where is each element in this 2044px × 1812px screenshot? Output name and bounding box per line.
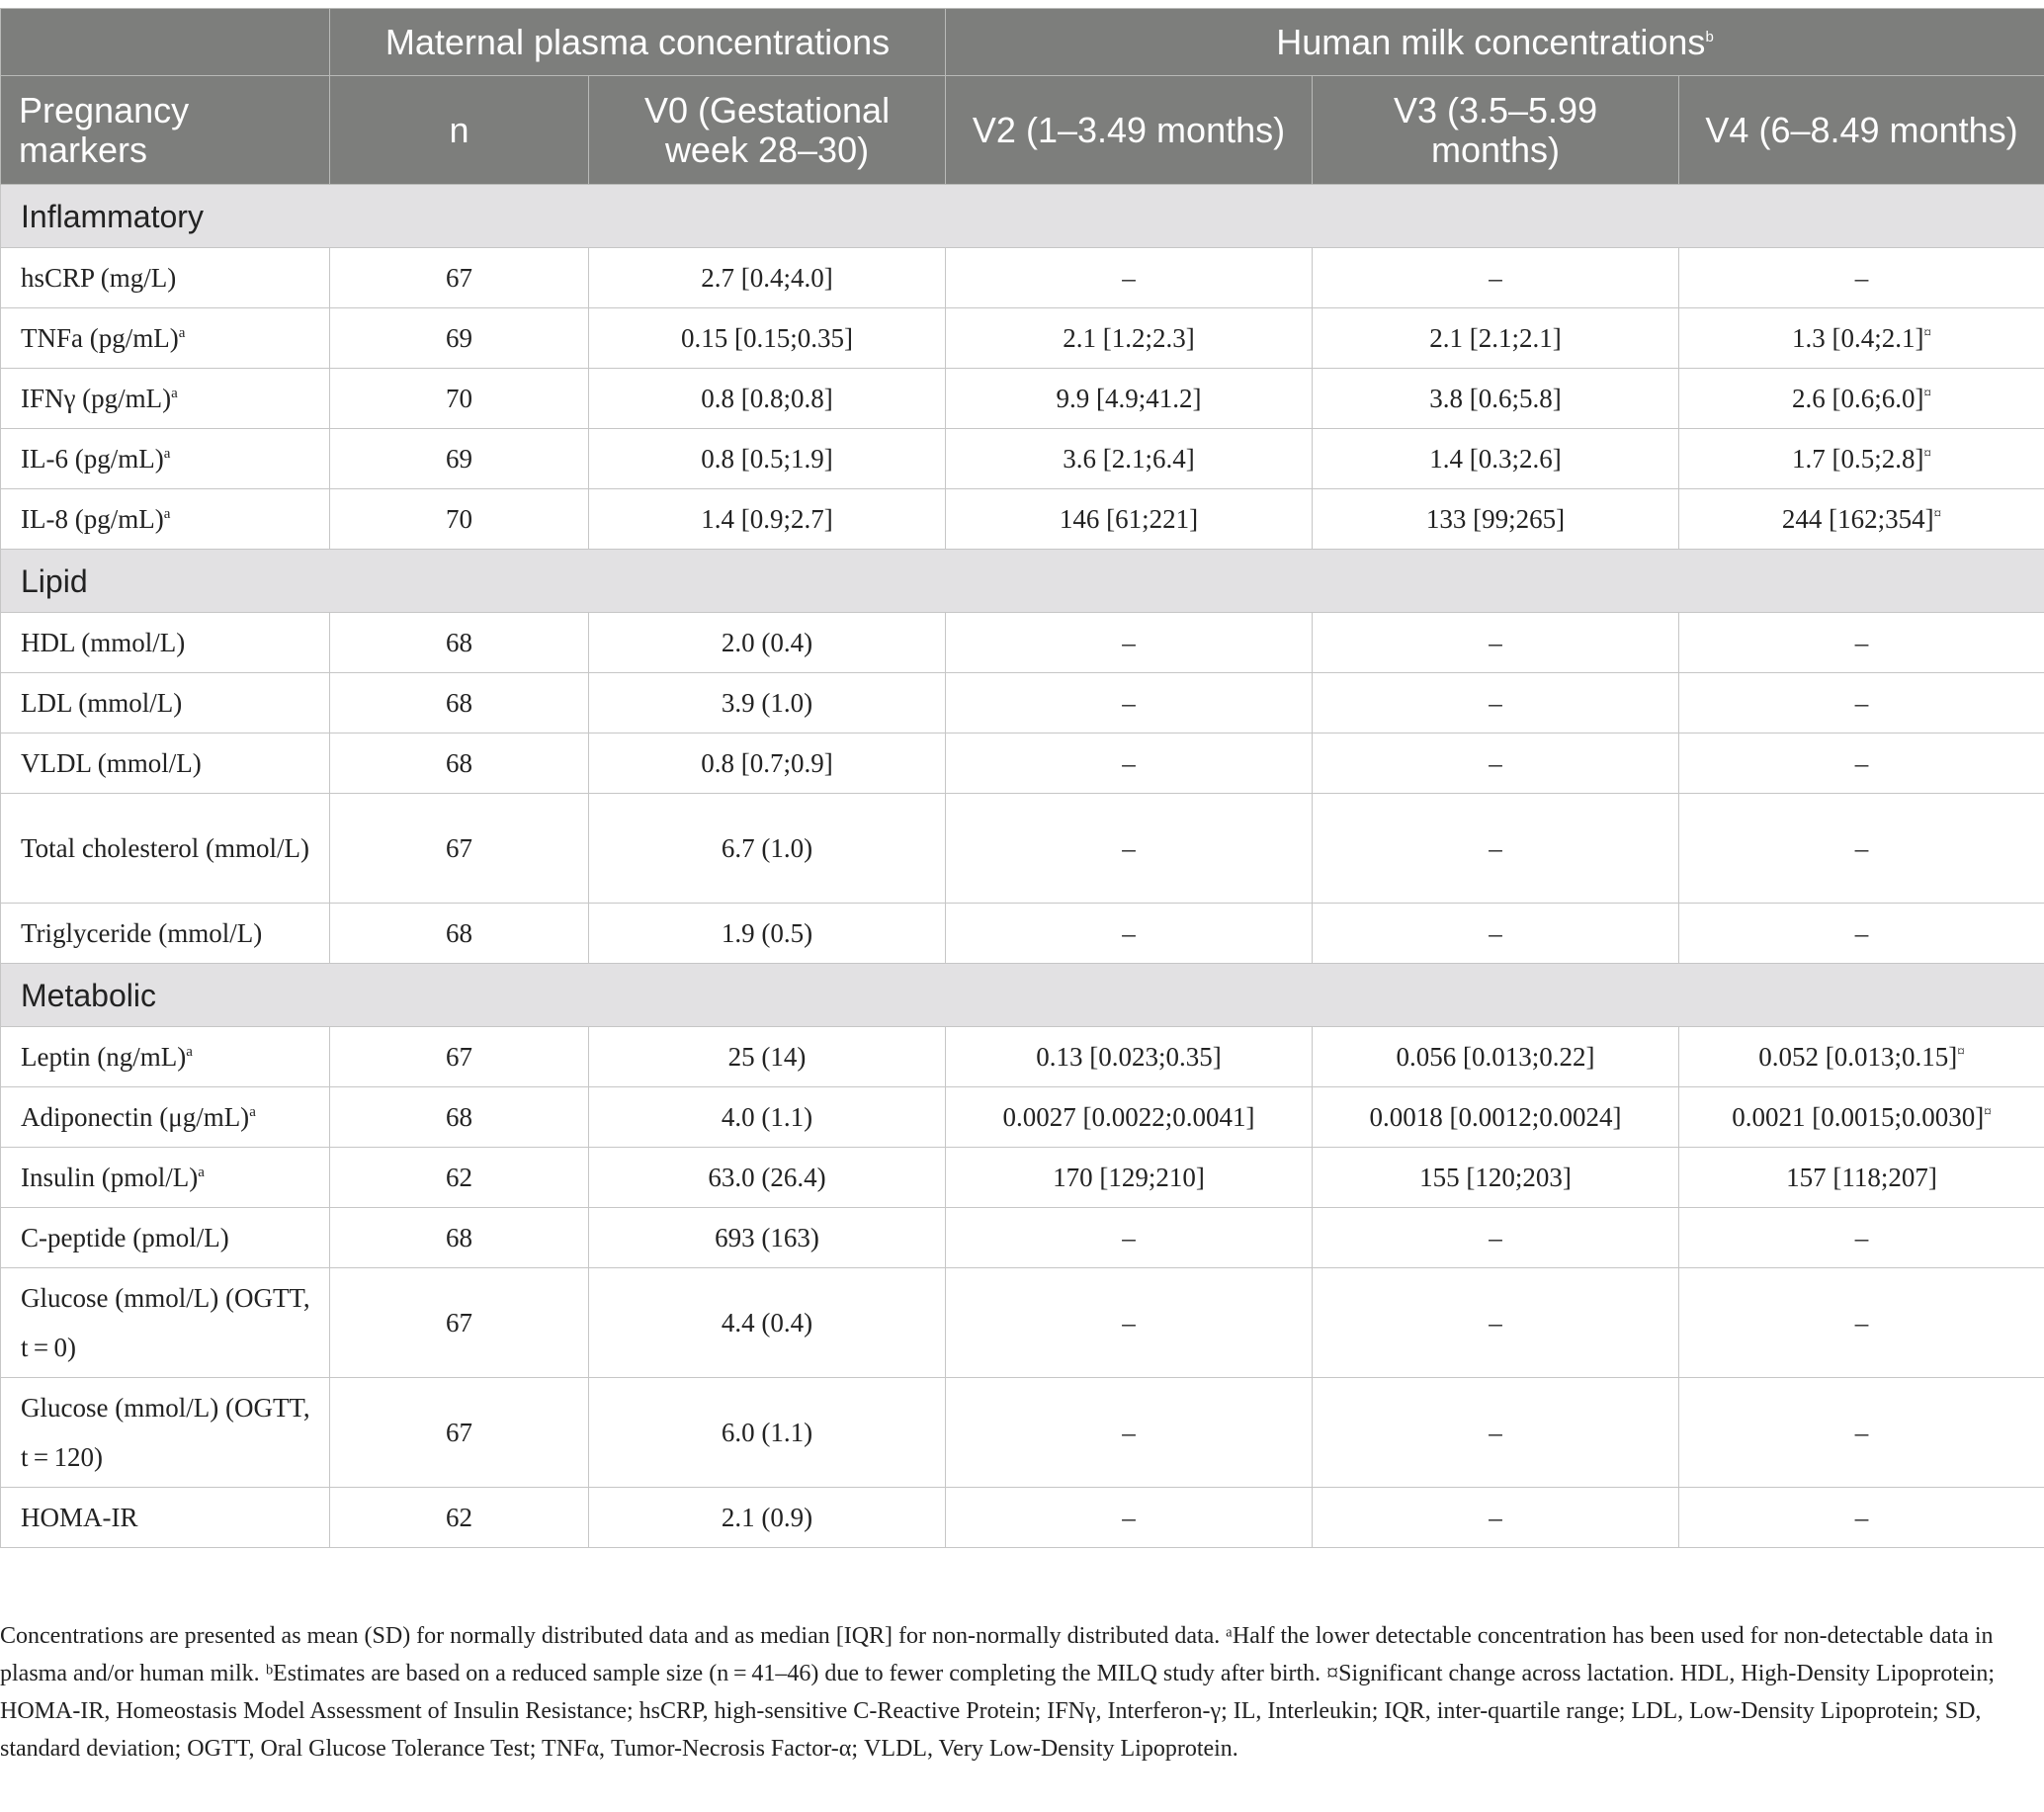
marker-label: Total cholesterol (mmol/L) [21,833,310,863]
cell-v4-sup: ¤ [1923,325,1931,341]
section-row [1,550,2044,613]
cell-v4-sup: ¤ [1923,386,1931,401]
cell-n: 68 [330,733,589,794]
table-row [1,613,2044,673]
cell-n: 69 [330,308,589,369]
cell-v0: 25 (14) [589,1027,946,1087]
marker-sup: a [163,446,171,462]
marker-label: IL-6 (pg/mL) [21,444,164,474]
cell-v4-sup: ¤ [1933,506,1942,522]
cell-v4 [1679,1027,2044,1087]
cell-v4 [1679,369,2044,429]
concentration-table [0,8,2044,1548]
table-row [1,904,2044,964]
header-milk-group [946,9,2044,76]
cell-v0: 0.8 [0.5;1.9] [589,429,946,489]
cell-v2: – [946,1378,1313,1488]
marker-cell [1,489,330,550]
header-v4: V4 (6–8.49 months) [1679,76,2044,185]
marker-sup: a [198,1165,205,1180]
cell-v4-value: – [1854,1308,1869,1337]
cell-v2: – [946,613,1313,673]
cell-n: 70 [330,369,589,429]
cell-v4-value: 1.7 [0.5;2.8] [1792,444,1924,474]
marker-label: TNFa (pg/mL) [21,323,179,353]
cell-v2: – [946,904,1313,964]
marker-cell [1,1208,330,1268]
cell-n: 68 [330,1208,589,1268]
cell-v4 [1679,248,2044,308]
cell-n: 67 [330,1027,589,1087]
cell-v4-value: – [1854,688,1869,718]
cell-v2: 2.1 [1.2;2.3] [946,308,1313,369]
cell-v3: 133 [99;265] [1313,489,1679,550]
cell-v4-value: – [1854,918,1869,948]
cell-v4-value: – [1854,1418,1869,1447]
marker-cell [1,1378,330,1488]
cell-v4-value: – [1854,263,1869,293]
cell-v4 [1679,489,2044,550]
cell-v3: 2.1 [2.1;2.1] [1313,308,1679,369]
cell-v3: 1.4 [0.3;2.6] [1313,429,1679,489]
cell-v0: 4.4 (0.4) [589,1268,946,1378]
cell-v0: 1.4 [0.9;2.7] [589,489,946,550]
marker-sup: a [163,506,171,522]
cell-v2: – [946,1488,1313,1548]
header-v0: V0 (Gestational week 28–30) [589,76,946,185]
marker-label: Glucose (mmol/L) (OGTT, t = 0) [21,1283,310,1362]
cell-v4 [1679,904,2044,964]
marker-label: Adiponectin (μg/mL) [21,1102,250,1132]
header-milk-sup: b [1705,28,1714,45]
cell-v2: – [946,1208,1313,1268]
marker-label: HDL (mmol/L) [21,628,186,657]
marker-cell [1,429,330,489]
cell-v4-value: – [1854,1503,1869,1532]
cell-v4-value: 0.0021 [0.0015;0.0030] [1732,1102,1985,1132]
cell-v4-value: – [1854,748,1869,778]
cell-v4-value: 2.6 [0.6;6.0] [1792,384,1924,413]
table-row [1,733,2044,794]
marker-cell [1,248,330,308]
cell-v2: 0.13 [0.023;0.35] [946,1027,1313,1087]
table-row [1,1378,2044,1488]
header-plasma-group: Maternal plasma concentrations [330,9,946,76]
cell-v0: 1.9 (0.5) [589,904,946,964]
marker-cell [1,733,330,794]
marker-cell [1,904,330,964]
marker-cell [1,1087,330,1148]
marker-label: Glucose (mmol/L) (OGTT, t = 120) [21,1393,310,1472]
table-row [1,1027,2044,1087]
marker-cell [1,308,330,369]
marker-sup: a [178,325,186,341]
section-row [1,185,2044,248]
marker-cell [1,673,330,733]
cell-v3: – [1313,733,1679,794]
cell-v3: 155 [120;203] [1313,1148,1679,1208]
cell-n: 67 [330,1378,589,1488]
table-row [1,248,2044,308]
cell-v3: – [1313,904,1679,964]
cell-n: 67 [330,794,589,904]
cell-v0: 0.8 [0.8;0.8] [589,369,946,429]
cell-n: 68 [330,904,589,964]
marker-cell [1,1148,330,1208]
cell-v3: – [1313,613,1679,673]
cell-v4-sup: ¤ [1957,1044,1965,1060]
cell-v0: 3.9 (1.0) [589,673,946,733]
marker-label: Triglyceride (mmol/L) [21,918,263,948]
header-v2: V2 (1–3.49 months) [946,76,1313,185]
cell-v4 [1679,733,2044,794]
table-row [1,429,2044,489]
table-row [1,794,2044,904]
cell-n: 68 [330,613,589,673]
cell-v4 [1679,1488,2044,1548]
cell-v0: 4.0 (1.1) [589,1087,946,1148]
table-row [1,308,2044,369]
marker-label: hsCRP (mg/L) [21,263,177,293]
header-column-row [1,76,2044,185]
marker-label: C-peptide (pmol/L) [21,1223,229,1252]
header-blank [1,9,330,76]
section-row [1,964,2044,1027]
cell-v3: – [1313,673,1679,733]
marker-label: LDL (mmol/L) [21,688,183,718]
marker-label: IFNγ (pg/mL) [21,384,172,413]
cell-v4 [1679,1208,2044,1268]
cell-v3: 3.8 [0.6;5.8] [1313,369,1679,429]
table-header [1,9,2044,185]
cell-v4 [1679,794,2044,904]
table-row [1,1268,2044,1378]
marker-label: HOMA-IR [21,1503,138,1532]
section-title: Lipid [1,550,2044,613]
cell-n: 68 [330,673,589,733]
cell-v0: 2.7 [0.4;4.0] [589,248,946,308]
cell-v3: – [1313,1208,1679,1268]
cell-v3: – [1313,794,1679,904]
marker-label: Leptin (ng/mL) [21,1042,187,1072]
header-marker: Pregnancy markers [1,76,330,185]
cell-n: 68 [330,1087,589,1148]
cell-v0: 2.0 (0.4) [589,613,946,673]
table-body [1,185,2044,1548]
header-milk-label: Human milk concentrations [1276,21,1706,62]
cell-v3: – [1313,1268,1679,1378]
cell-v4 [1679,429,2044,489]
table-row [1,1148,2044,1208]
marker-label: VLDL (mmol/L) [21,748,202,778]
section-title: Metabolic [1,964,2044,1027]
marker-cell [1,369,330,429]
marker-sup: a [186,1044,193,1060]
cell-v2: – [946,248,1313,308]
cell-v0: 2.1 (0.9) [589,1488,946,1548]
cell-n: 62 [330,1148,589,1208]
marker-cell [1,1488,330,1548]
marker-sup: a [171,386,178,401]
cell-v2: 0.0027 [0.0022;0.0041] [946,1087,1313,1148]
table-footnote: Concentrations are presented as mean (SD) for normally distributed data and as median [IQR] for non-normally distributed data. ᵃHalf the lower detectable concentration has been used for non-detectable data in plasma and/or human milk. ᵇEstimates are based on a reduced sample size (n = 41–46) due to fewer completing the MILQ study after birth. ¤Significant change across lactation. HDL, High-Density Lipoprotein; HOMA-IR, Homeostasis Model Assessment of Insulin Resistance; hsCRP, high-sensitive C-Reactive Protein; IFNγ, Interferon-γ; IL, Interleukin; IQR, inter-quartile range; LDL, Low-Density Lipoprotein; SD, standard deviation; OGTT, Oral Glucose Tolerance Test; TNFα, Tumor-Necrosis Factor-α; VLDL, Very Low-Density Lipoprotein. [0,1623,1996,1762]
cell-v2: – [946,673,1313,733]
cell-v3: – [1313,248,1679,308]
cell-v2: – [946,794,1313,904]
cell-v2: – [946,733,1313,794]
cell-n: 70 [330,489,589,550]
cell-v3: – [1313,1378,1679,1488]
header-v3: V3 (3.5–5.99 months) [1313,76,1679,185]
cell-v4 [1679,1268,2044,1378]
table-container [0,8,2044,1548]
cell-v3: 0.056 [0.013;0.22] [1313,1027,1679,1087]
marker-label: Insulin (pmol/L) [21,1163,199,1192]
cell-v4 [1679,1378,2044,1488]
cell-v4-value: – [1854,833,1869,863]
table-row [1,1208,2044,1268]
cell-v4-value: – [1854,1223,1869,1252]
cell-v4 [1679,613,2044,673]
cell-v2: 9.9 [4.9;41.2] [946,369,1313,429]
cell-v0: 0.15 [0.15;0.35] [589,308,946,369]
header-group-row [1,9,2044,76]
cell-v4-value: 1.3 [0.4;2.1] [1792,323,1924,353]
cell-n: 67 [330,1268,589,1378]
cell-v0: 6.0 (1.1) [589,1378,946,1488]
cell-v3: 0.0018 [0.0012;0.0024] [1313,1087,1679,1148]
table-row [1,489,2044,550]
cell-v2: 3.6 [2.1;6.4] [946,429,1313,489]
marker-cell [1,794,330,904]
cell-v2: 146 [61;221] [946,489,1313,550]
cell-v2: – [946,1268,1313,1378]
cell-v3: – [1313,1488,1679,1548]
cell-v4 [1679,308,2044,369]
table-row [1,369,2044,429]
marker-label: IL-8 (pg/mL) [21,504,164,534]
cell-v0: 63.0 (26.4) [589,1148,946,1208]
table-row [1,1488,2044,1548]
cell-v4-value: 244 [162;354] [1781,504,1934,534]
cell-n: 62 [330,1488,589,1548]
cell-v4-value: 157 [118;207] [1786,1163,1937,1192]
cell-n: 67 [330,248,589,308]
cell-n: 69 [330,429,589,489]
cell-v4 [1679,673,2044,733]
cell-v4-sup: ¤ [1984,1104,1992,1120]
cell-v0: 693 (163) [589,1208,946,1268]
table-row [1,673,2044,733]
cell-v4 [1679,1087,2044,1148]
section-title: Inflammatory [1,185,2044,248]
cell-v2: 170 [129;210] [946,1148,1313,1208]
cell-v4-value: – [1854,628,1869,657]
table-row [1,1087,2044,1148]
cell-v4 [1679,1148,2044,1208]
marker-cell [1,613,330,673]
cell-v0: 0.8 [0.7;0.9] [589,733,946,794]
marker-sup: a [249,1104,256,1120]
marker-cell [1,1268,330,1378]
marker-cell [1,1027,330,1087]
cell-v0: 6.7 (1.0) [589,794,946,904]
cell-v4-value: 0.052 [0.013;0.15] [1758,1042,1958,1072]
header-n: n [330,76,589,185]
cell-v4-sup: ¤ [1923,446,1931,462]
